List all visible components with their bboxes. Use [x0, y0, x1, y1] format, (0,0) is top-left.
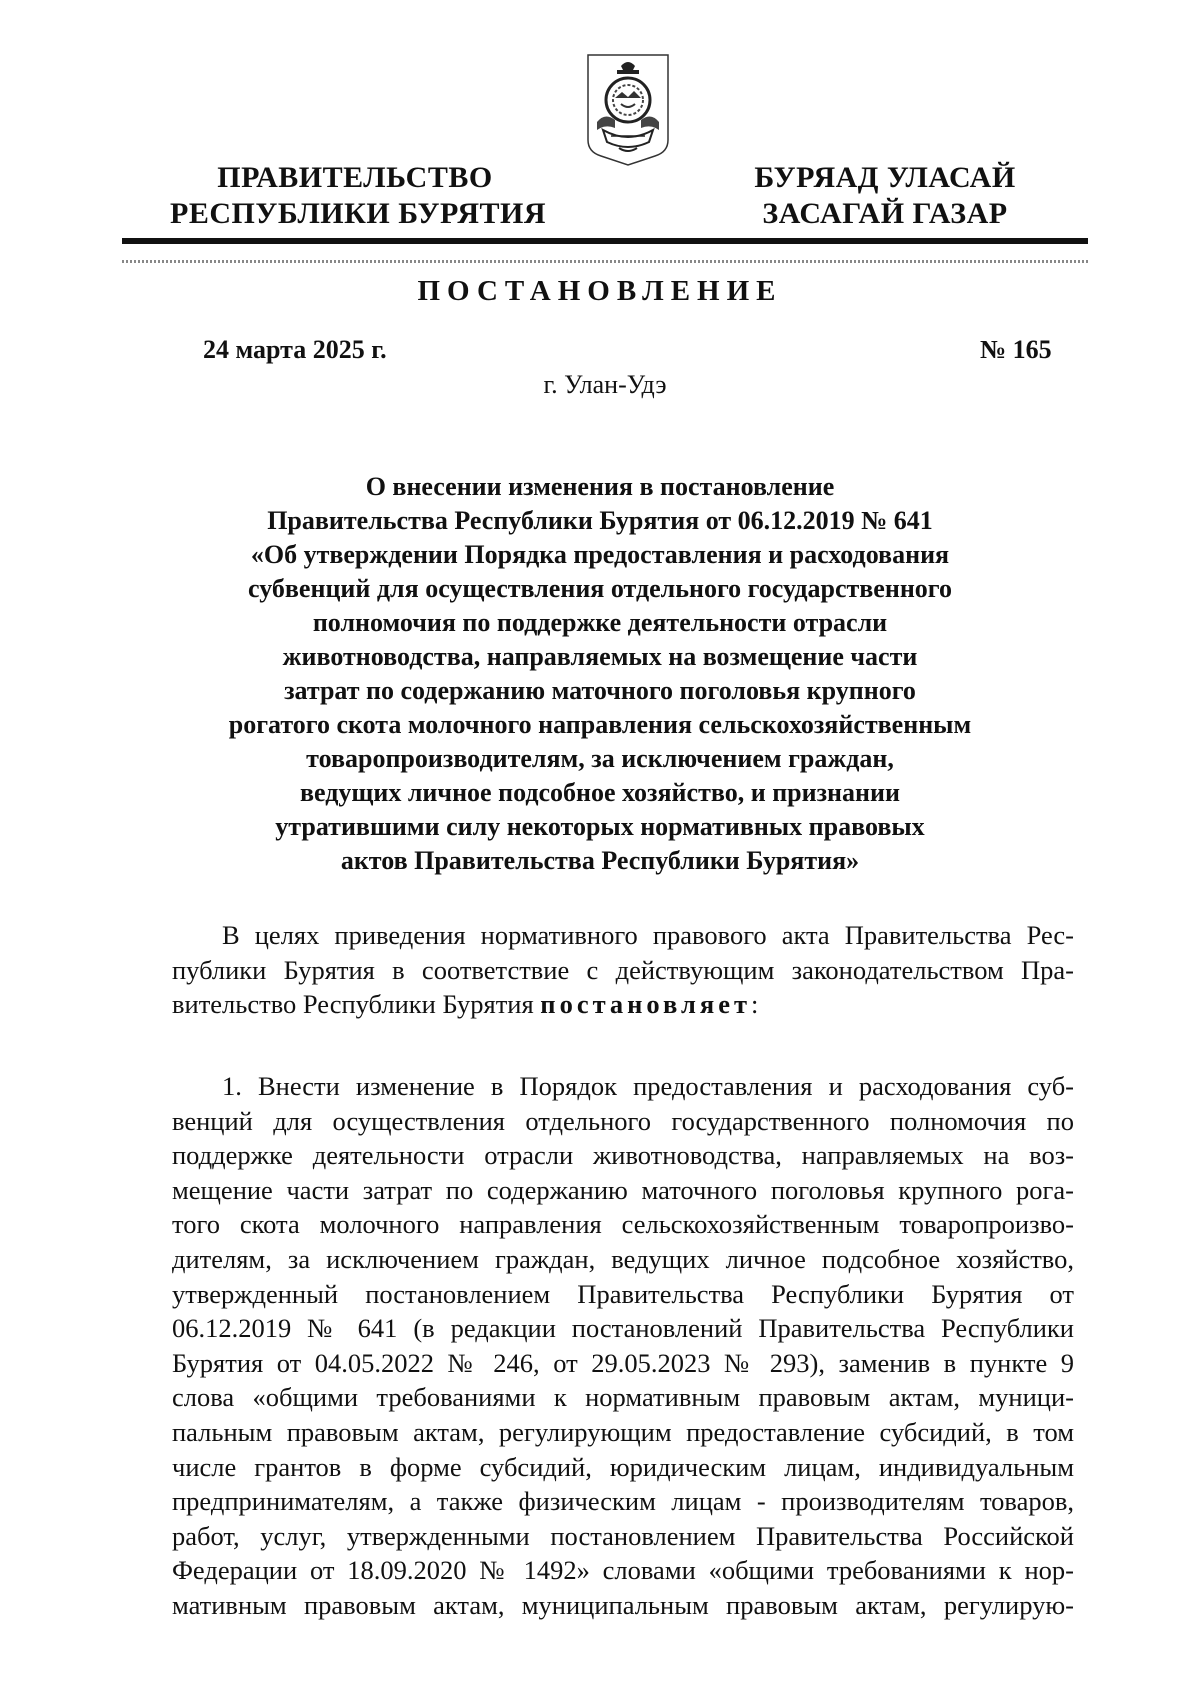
paragraph-line: 1. Внести изменение в Порядок предоставления и расходования суб-: [222, 1071, 1074, 1101]
subject-line: полномочия по поддержке деятельности отрасли: [312, 608, 888, 637]
subject-line: товаропроизводителям, за исключением граждан,: [306, 744, 894, 773]
subject-line: «Об утверждении Порядка предоставления и расходования: [250, 540, 950, 569]
paragraph-line: Бурятия от 04.05.2022 № 246, от 29.05.2023 № 293), заменив в пункте 9: [172, 1347, 1074, 1378]
header-right-line-1: БУРЯАД УЛАСАЙ: [754, 161, 1016, 194]
preamble-last-prefix: вительство Республики Бурятия: [172, 989, 541, 1020]
paragraph-line: работ, услуг, утвержденными постановлением Правительства Российской: [172, 1520, 1074, 1551]
header-left-line-2: РЕСПУБЛИКИ БУРЯТИЯ: [170, 197, 547, 230]
document-subject: [160, 470, 1040, 878]
paragraph-line: 06.12.2019 № 641 (в редакции постановлений Правительства Республики: [172, 1313, 1074, 1344]
preamble-paragraph: [172, 918, 1074, 1022]
header-right-line-2: ЗАСАГАЙ ГАЗАР: [762, 197, 1008, 230]
preamble-last-suffix: :: [750, 989, 759, 1020]
subject-line: О внесении изменения в постановление: [365, 472, 835, 501]
paragraph-line: поддержке деятельности отрасли животноводства, направляемых на воз-: [172, 1140, 1074, 1171]
header-rule-thick: [122, 238, 1088, 244]
paragraph-line: предпринимателям, а также физическим лицам - производителям товаров,: [172, 1486, 1074, 1517]
paragraph-line: венций для осуществления отдельного государственного полномочия по: [172, 1105, 1074, 1136]
header-right: [745, 160, 1025, 232]
paragraph-line: того скота молочного направления сельскохозяйственным товаропроизво-: [172, 1209, 1074, 1240]
header-rule-thin: [122, 260, 1088, 263]
header-left: [170, 160, 547, 232]
paragraph-line: мативным правовым актам, муниципальным правовым актам, регулирую-: [172, 1589, 1074, 1620]
paragraph-line: пальным правовым актам, регулирующим предоставление субсидий, в том: [172, 1416, 1074, 1447]
subject-line: актов Правительства Республики Бурятия»: [340, 846, 860, 875]
preamble-line: В целях приведения нормативного правового акта Правительства Рес-: [222, 920, 1074, 950]
subject-line: утратившими силу некоторых нормативных правовых: [275, 812, 925, 841]
paragraph-line: утвержденный постановлением Правительства Республики Бурятия от: [172, 1278, 1074, 1309]
paragraph-line: мещение части затрат по содержанию маточного поголовья крупного рога-: [172, 1174, 1074, 1205]
coat-of-arms-icon: [585, 52, 671, 170]
subject-line: рогатого скота молочного направления сельскохозяйственным: [228, 710, 972, 739]
preamble-keyword: постановляет: [540, 989, 751, 1020]
document-type: ПОСТАНОВЛЕНИЕ: [417, 275, 783, 307]
subject-line: субвенций для осуществления отдельного государственного: [248, 574, 952, 603]
paragraph-line: числе грантов в форме субсидий, юридическим лицам, индивидуальным: [172, 1451, 1074, 1482]
subject-line: животноводства, направляемых на возмещение части: [282, 642, 918, 671]
paragraph-line: дителям, за исключением граждан, ведущих личное подсобное хозяйство,: [172, 1243, 1074, 1274]
document-place: г. Улан-Удэ: [543, 370, 667, 399]
paragraph-line: слова «общими требованиями к нормативным правовым актам, муници-: [172, 1382, 1074, 1413]
paragraph-line: Федерации от 18.09.2020 № 1492» словами «общими требованиями к нор-: [172, 1555, 1074, 1586]
paragraph-1: [172, 1069, 1074, 1623]
subject-line: ведущих личное подсобное хозяйство, и признании: [300, 778, 900, 807]
header-left-line-1: ПРАВИТЕЛЬСТВО: [217, 161, 493, 194]
subject-line: затрат по содержанию маточного поголовья крупного: [284, 676, 916, 705]
preamble-line: [172, 987, 1074, 1022]
preamble-line: публики Бурятия в соответствие с действующим законодательством Пра-: [172, 954, 1074, 985]
document-date: 24 марта 2025 г.: [203, 335, 387, 364]
document-number: № 165: [980, 335, 1052, 364]
subject-line: Правительства Республики Бурятия от 06.12.2019 № 641: [267, 506, 933, 535]
